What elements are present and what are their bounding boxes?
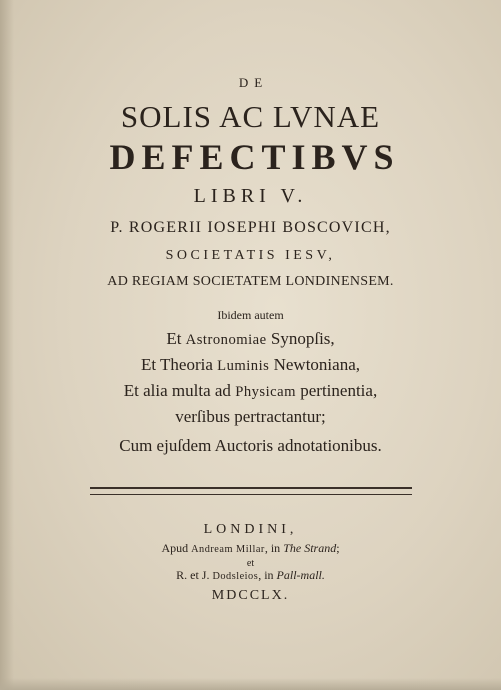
contents-intro: Ibidem autem [217,308,284,322]
author-society: SOCIETATIS IESV, [165,248,336,263]
author-name: P. ROGERII IOSEPHI BOSCOVICH, [110,219,391,236]
imprint-apud-e: ; [336,541,340,555]
dedication: AD REGIAM SOCIETATEM LONDINENSEM. [107,274,394,289]
imprint-apud-a: Apud [161,541,192,555]
imprint-rj-c: , in [258,568,277,582]
contents-line-3 [0,382,501,400]
contents-line-1-b: Astronomiae [185,332,267,348]
contents-line-2-c: Newtoniana, [269,355,360,374]
contents-line-2 [0,356,501,374]
imprint-publisher-2 [0,569,501,582]
title-de: DE [238,75,269,90]
contents-line-3-b: Physicam [235,384,296,400]
imprint-rj-b: Dodsleios [212,571,259,582]
imprint-apud-c: , in [264,541,284,555]
imprint-publisher-1 [0,542,501,555]
contents-line-2-b: Luminis [217,358,270,374]
contents-line-3-a: Et alia multa ad [123,381,236,400]
title-line-1: SOLIS AC LVNAE [120,99,381,134]
contents-line-5: Cum ejuſdem Auctoris adnotationibus. [119,436,382,455]
contents-line-4: verſibus pertractantur; [175,407,326,426]
contents-line-2-a: Et Theoria [140,355,218,374]
imprint-year: MDCCLX. [211,588,290,603]
contents-line-3-c: pertinentia, [296,381,378,400]
contents-line-1-a: Et [166,329,186,348]
books-count: LIBRI V. [193,185,308,207]
imprint-et: et [246,558,255,569]
page-bottom-shadow [0,678,501,690]
imprint-apud-b: Andream Millar [191,544,265,555]
imprint-rj-a: R. et J. [176,568,213,582]
divider-rule-top [90,487,412,489]
contents-line-1-c: Synopſis, [266,329,335,348]
imprint-rj-d: Pall-mall. [276,568,325,582]
title-line-2: DEFECTIBVS [109,137,400,177]
contents-line-1 [0,330,501,348]
divider-rule-bottom [90,494,412,495]
imprint-apud-d: The Strand [283,541,337,555]
imprint-city: LONDINI, [203,522,298,537]
